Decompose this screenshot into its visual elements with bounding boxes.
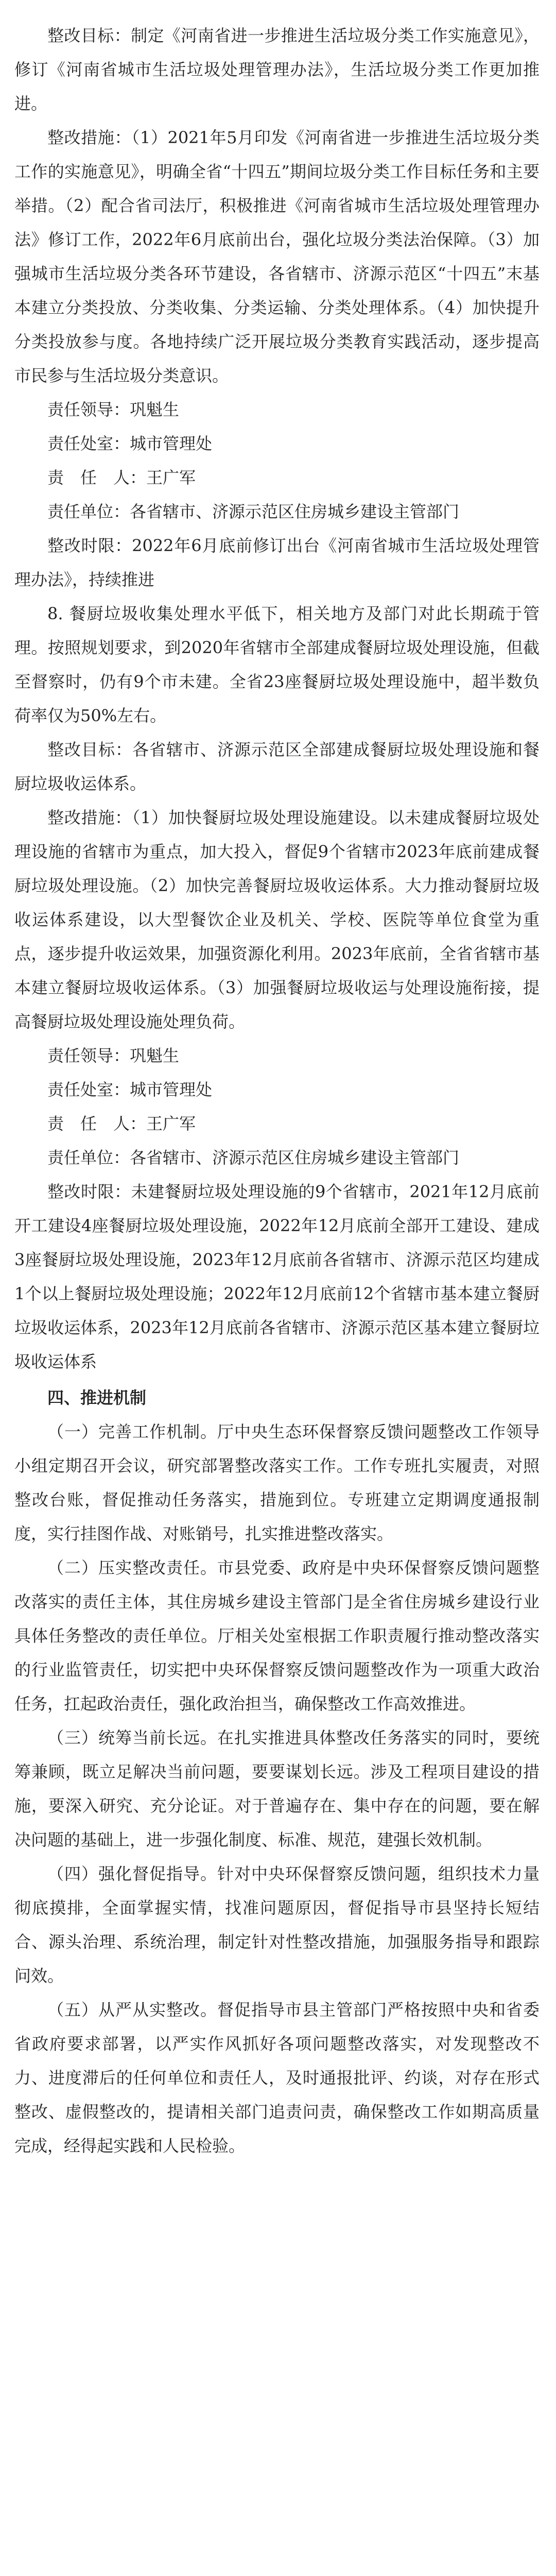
section2-person: 责 任 人：王广军: [47, 1114, 196, 1133]
mechanism-item-1: （一）完善工作机制。厅中央生态环保督察反馈问题整改工作领导小组定期召开会议，研究部署整改落实工作。工作专班扎实履责，对照整改台账，督促推动任务落实，措施到位。专班建立定期调度通报制度，实行挂图作战、对账销号，扎实推进整改落实。: [14, 1422, 540, 1544]
section2-goal: 整改目标：各省辖市、济源示范区全部建成餐厨垃圾处理设施和餐厨垃圾收运体系。: [14, 740, 540, 793]
section2-office: 责任处室：城市管理处: [47, 1080, 213, 1099]
document-body: [14, 19, 540, 2163]
mechanism-item-2: （二）压实整改责任。市县党委、政府是中央环保督察反馈问题整改落实的责任主体，其住房城乡建设主管部门是全省住房城乡建设行业具体任务整改的责任单位。厅相关处室根据工作职责履行推动整改落实的行业监管责任，切实把中央环保督察反馈问题整改作为一项重大政治任务，扛起政治责任，强化政治担当，确保整改工作高效推进。: [14, 1558, 540, 1714]
section2-measures: 整改措施：（1）加快餐厨垃圾处理设施建设。以未建成餐厨垃圾处理设施的省辖市为重点，加大投入，督促9个省辖市2023年底前建成餐厨垃圾处理设施。（2）加快完善餐厨垃圾收运体系。大力推动餐厨垃圾收运体系建设，以大型餐饮企业及机关、学校、医院等单位食堂为重点，逐步提升收运效果，加强资源化利用。2023年底前，全省省辖市基本建立餐厨垃圾收运体系。（3）加强餐厨垃圾收运与处理设施衔接，提高餐厨垃圾处理设施处理负荷。: [14, 808, 540, 1031]
section2-unit: 责任单位：各省辖市、济源示范区住房城乡建设主管部门: [47, 1148, 460, 1167]
section1-measures: 整改措施：（1）2021年5月印发《河南省进一步推进生活垃圾分类工作的实施意见》，明确全省“十四五”期间垃圾分类工作目标任务和主要举措。（2）配合省司法厅，积极推进《河南省城市生活垃圾处理管理办法》修订工作，2022年6月底前出台，强化垃圾分类法治保障。（3）加强城市生活垃圾分类各环节建设，各省辖市、济源示范区“十四五”末基本建立分类投放、分类收集、分类运输、分类处理体系。（4）加快提升分类投放参与度。各地持续广泛开展垃圾分类教育实践活动，逐步提高市民参与生活垃圾分类意识。: [14, 128, 540, 385]
mechanism-item-4: （四）强化督促指导。针对中央环保督察反馈问题，组织技术力量彻底摸排，全面掌握实情，找准问题原因，督促指导市县坚持长短结合、源头治理、系统治理，制定针对性整改措施，加强服务指导和跟踪问效。: [14, 1864, 540, 1986]
section-heading-mechanism: 四、推进机制: [47, 1388, 147, 1408]
section2-deadline: 整改时限：未建餐厨垃圾处理设施的9个省辖市，2021年12月底前开工建设4座餐厨垃圾处理设施，2022年12月底前全部开工建设、建成3座餐厨垃圾处理设施，2023年12月底前各省辖市、济源示范区均建成1个以上餐厨垃圾处理设施；2022年12月底前12个省辖市基本建立餐厨垃圾收运体系，2023年12月底前各省辖市、济源示范区基本建立餐厨垃圾收运体系: [14, 1182, 540, 1371]
mechanism-item-3: （三）统筹当前长远。在扎实推进具体整改任务落实的同时，要统筹兼顾，既立足解决当前问题，要要谋划长远。涉及工程项目建设的措施，要深入研究、充分论证。对于普遍存在、集中存在的问题，要在解决问题的基础上，进一步强化制度、标准、规范，建强长效机制。: [14, 1728, 540, 1850]
section1-deadline: 整改时限：2022年6月底前修订出台《河南省城市生活垃圾处理管理办法》，持续推进: [14, 536, 540, 589]
mechanism-item-5: （五）从严从实整改。督促指导市县主管部门严格按照中央和省委省政府要求部署，以严实作风抓好各项问题整改落实，对发现整改不力、进度滞后的任何单位和责任人，及时通报批评、约谈，对存在形式整改、虚假整改的，提请相关部门追责问责，确保整改工作如期高质量完成，经得起实践和人民检验。: [14, 2000, 540, 2156]
section2-leader: 责任领导：巩魁生: [47, 1046, 180, 1065]
section1-leader: 责任领导：巩魁生: [47, 400, 180, 419]
section2-problem: 8. 餐厨垃圾收集处理水平低下，相关地方及部门对此长期疏于管理。按照规划要求，到2020年省辖市全部建成餐厨垃圾处理设施，但截至督察时，仍有9个市未建。全省23座餐厨垃圾处理设施中，超半数负荷率仅为50%左右。: [14, 604, 540, 725]
section1-unit: 责任单位：各省辖市、济源示范区住房城乡建设主管部门: [47, 502, 460, 521]
section1-person: 责 任 人：王广军: [47, 468, 196, 487]
section1-goal: 整改目标：制定《河南省进一步推进生活垃圾分类工作实施意见》，修订《河南省城市生活垃圾处理管理办法》，生活垃圾分类工作更加推进。: [14, 26, 540, 113]
section1-office: 责任处室：城市管理处: [47, 434, 213, 453]
